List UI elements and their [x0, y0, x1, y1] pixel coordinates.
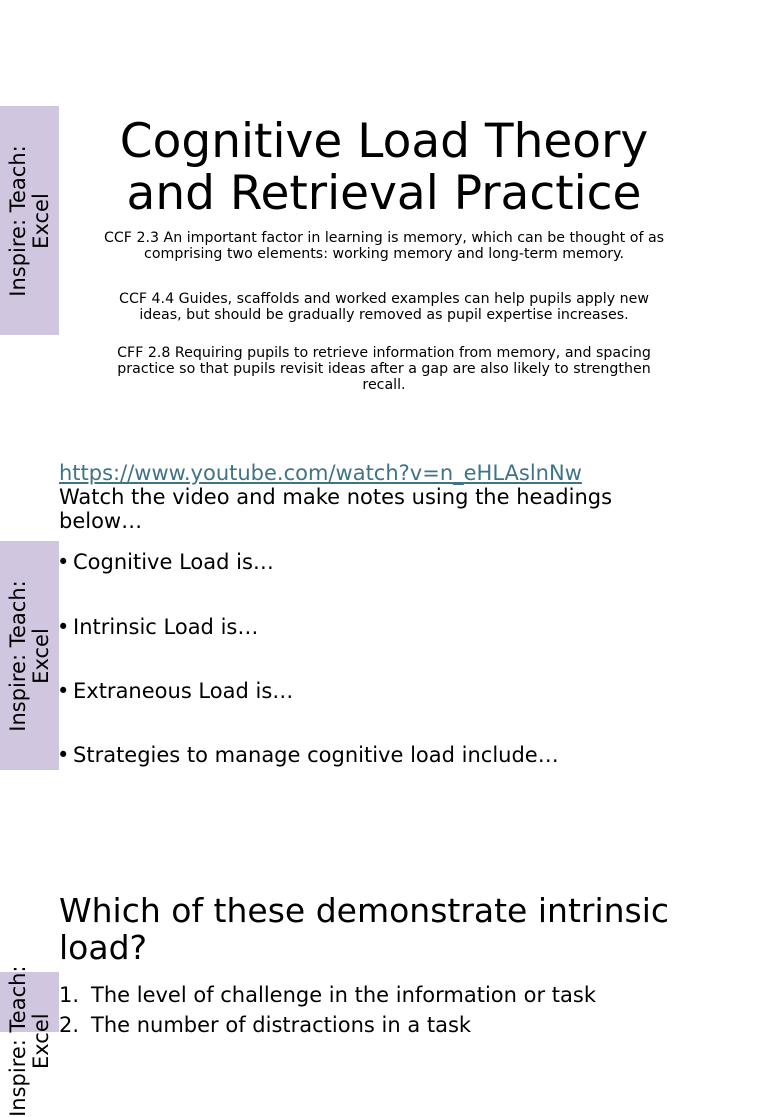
bullet-icon: •	[57, 743, 70, 767]
question-heading: Which of these demonstrate intrinsic load?	[59, 891, 670, 967]
side-tab-label: Inspire: Teach: Excel	[5, 965, 53, 1117]
answer-option: 2. The number of distractions in a task	[59, 1013, 472, 1037]
bullet-icon: •	[57, 615, 70, 639]
bullet-icon: •	[57, 679, 70, 703]
side-tab-1	[0, 106, 59, 335]
side-tab-label: Inspire: Teach: Excel	[5, 579, 53, 732]
side-tab-label: Inspire: Teach: Excel	[5, 144, 53, 297]
list-item: • Cognitive Load is…	[57, 550, 274, 574]
ccf-statement: CFF 2.8 Requiring pupils to retrieve information from memory, and spacing practice so that pupils revisit ideas after a gap are also likely to strengthen recall.	[117, 345, 651, 393]
bullet-icon: •	[57, 550, 70, 574]
list-item: • Extraneous Load is…	[57, 679, 294, 703]
instruction-text: Watch the video and make notes using the headings below…	[59, 485, 613, 533]
ccf-statement: CCF 4.4 Guides, scaffolds and worked examples can help pupils apply new ideas, but should be gradually removed as pupil expertise increases.	[119, 291, 649, 323]
page-title: Cognitive Load Theory and Retrieval Practice	[119, 114, 649, 221]
video-link[interactable]: https://www.youtube.com/watch?v=n_eHLAslnNw	[59, 461, 582, 485]
list-item: • Intrinsic Load is…	[57, 615, 259, 639]
side-tab-3	[0, 965, 59, 1117]
ccf-statement: CCF 2.3 An important factor in learning is memory, which can be thought of as comprising two elements: working memory and long-term memory.	[103, 230, 665, 262]
answer-option: 1. The level of challenge in the information or task	[59, 983, 597, 1007]
side-tab-2	[0, 541, 59, 770]
list-item: • Strategies to manage cognitive load include…	[57, 743, 559, 767]
